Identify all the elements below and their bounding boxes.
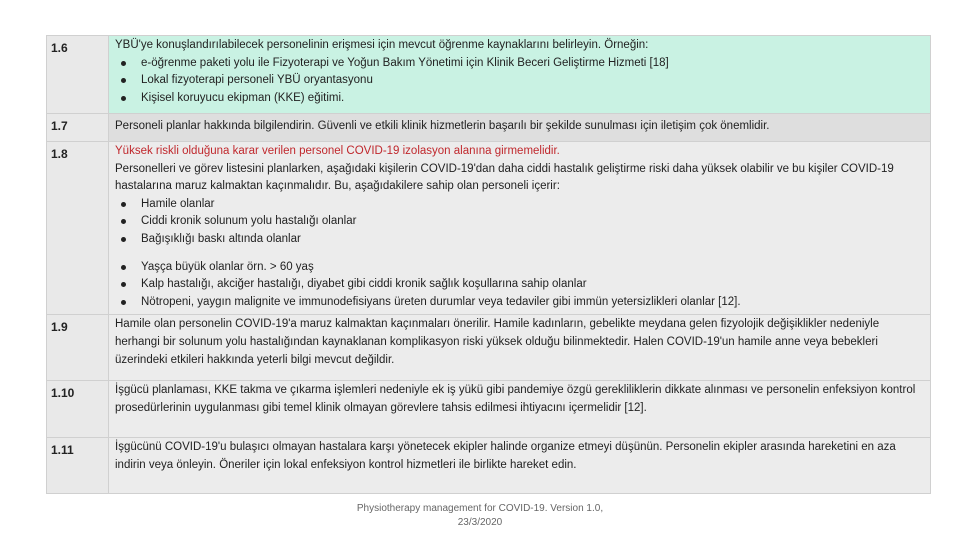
list-item: Kişisel koruyucu ekipman (KKE) eğitimi. bbox=[115, 90, 924, 108]
table-row bbox=[47, 438, 931, 494]
bullet-list bbox=[115, 196, 924, 249]
list-item: Yaşça büyük olanlar örn. > 60 yaş bbox=[115, 259, 924, 277]
warning-text: Yüksek riskli olduğuna karar verilen personel COVID-19 izolasyon alanına girmemelidir. bbox=[115, 145, 560, 157]
list-item: Ciddi kronik solunum yolu hastalığı olanlar bbox=[115, 213, 924, 231]
list-item: Lokal fizyoterapi personeli YBÜ oryantasyonu bbox=[115, 72, 924, 90]
row-number: 1.11 bbox=[47, 438, 109, 494]
row-content bbox=[109, 142, 931, 315]
table-row bbox=[47, 114, 931, 142]
row-text: Hamile olan personelin COVID-19'a maruz kalmaktan kaçınmaları önerilir. Hamile kadınların, gebelikte meydana gelen fizyolojik değişiklikler nedeniyle herhangi bir solunum yolu hastalığından kaynaklanan komplikasyon riski yüksek olduğu bilinmektedir. Halen COVID-19'un hamile anne veya bebekleri üzerindeki etkileri hakkında yeterli bilgi mevcut değildir. bbox=[109, 315, 931, 381]
row-intro: YBÜ'ye konuşlandırılabilecek personelinin erişmesi için mevcut öğrenme kaynaklarını belirleyin. Örneğin: bbox=[115, 39, 649, 51]
row-text: İşgücü planlaması, KKE takma ve çıkarma işlemleri nedeniyle ek iş yükü gibi pandemiye özgü gerekliliklerin dikkate alınması ve personelin enfeksiyon kontrol prosedürlerinin uygulanması gibi temel klinik olmayan görevlere tahsis edilmesi ihtiyacını içermelidir [12]. bbox=[109, 381, 931, 438]
row-text: Personelleri ve görev listesini planlarken, aşağıdaki kişilerin COVID-19'dan daha ciddi hastalık geliştirme riski daha yüksek olabilir ve bu kişiler COVID-19 hastalarına maruz kalmaktan kaçınmalıdır. Bu, aşağıdakilere sahip olan personeli içerir: bbox=[115, 162, 894, 193]
row-number: 1.9 bbox=[47, 315, 109, 381]
row-number: 1.6 bbox=[47, 36, 109, 114]
list-item: Nötropeni, yaygın malignite ve immunodefisiyans üreten durumlar veya tedaviler gibi immün yetersizlikleri olanlar [12]. bbox=[115, 294, 924, 312]
row-number: 1.10 bbox=[47, 381, 109, 438]
list-item: e-öğrenme paketi yolu ile Fizyoterapi ve Yoğun Bakım Yönetimi için Klinik Beceri Geliştirme Hizmeti [18] bbox=[115, 55, 924, 73]
list-item: Bağışıklığı baskı altında olanlar bbox=[115, 231, 924, 249]
row-number: 1.8 bbox=[47, 142, 109, 315]
table-row bbox=[47, 36, 931, 114]
bullet-list bbox=[115, 55, 924, 108]
list-item: Hamile olanlar bbox=[115, 196, 924, 214]
footer-source: Physiotherapy management for COVID-19. Version 1.0, bbox=[356, 503, 604, 514]
row-text: Personeli planlar hakkında bilgilendirin. Güvenli ve etkili klinik hizmetlerin başarılı bir şekilde sunulması için iletişim çok önemlidir. bbox=[109, 114, 931, 142]
table-row bbox=[47, 315, 931, 381]
table-row bbox=[47, 142, 931, 315]
row-number: 1.7 bbox=[47, 114, 109, 142]
row-text: İşgücünü COVID-19'u bulaşıcı olmayan hastalara karşı yönetecek ekipler halinde organize etmeyi düşünün. Personelin ekipler arasında hareketini en aza indirin veya önleyin. Öneriler için lokal enfeksiyon kontrol hizmetleri ile birlikte hareket edin. bbox=[109, 438, 931, 494]
table-row bbox=[47, 381, 931, 438]
guidance-table bbox=[46, 35, 931, 494]
bullet-list bbox=[115, 259, 924, 312]
page-footer bbox=[330, 502, 630, 530]
list-item: Kalp hastalığı, akciğer hastalığı, diyabet gibi ciddi kronik sağlık koşullarına sahip olanlar bbox=[115, 276, 924, 294]
footer-date: 23/3/2020 bbox=[457, 517, 503, 528]
row-content bbox=[109, 36, 931, 114]
